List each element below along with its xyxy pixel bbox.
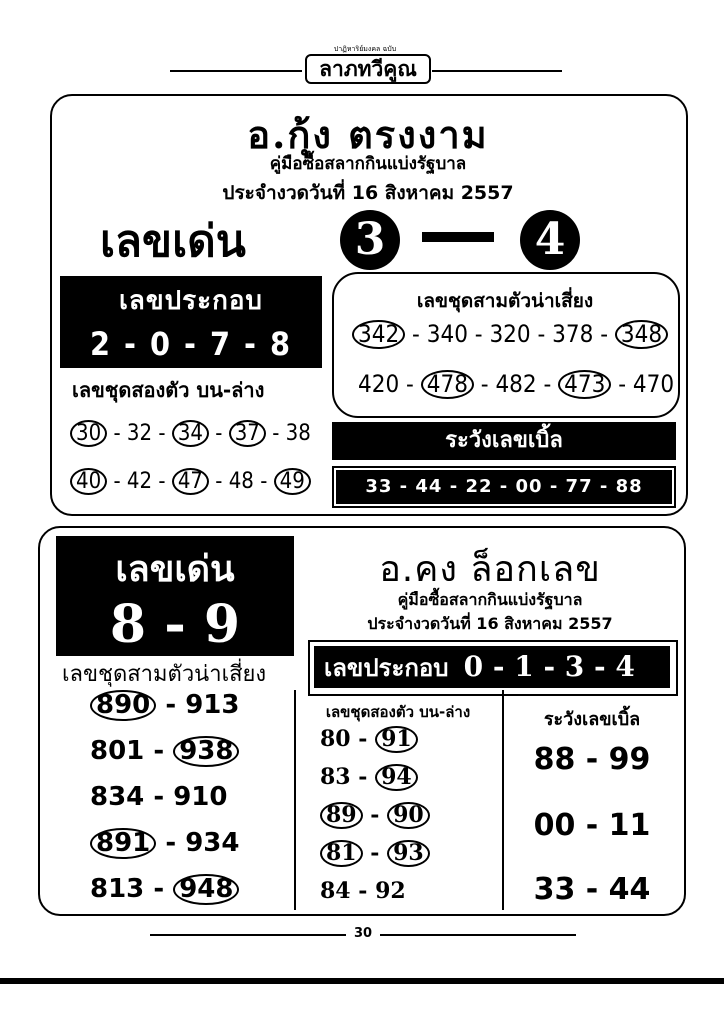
number-item: 473: [558, 370, 611, 399]
number-item: 93: [387, 840, 430, 867]
number-item: 891: [90, 828, 156, 859]
separator: -: [530, 320, 553, 348]
panel2-prakob-label: เลขประกอบ: [324, 654, 449, 682]
panel1-three-row-2: [358, 370, 674, 399]
page-number: 30: [353, 926, 373, 941]
separator: -: [144, 874, 174, 904]
number-item: 340: [426, 320, 468, 348]
panel2-date: ประจำงวดวันที่ 16 สิงหาคม 2557: [367, 614, 613, 633]
number-item: 92: [375, 878, 406, 904]
separator: -: [107, 421, 127, 446]
separator: -: [362, 802, 388, 828]
pair-row: [90, 828, 290, 874]
separator: -: [107, 469, 127, 494]
number-item: 34: [172, 420, 209, 447]
panel1-prakob-box: [60, 276, 322, 368]
number-item: 38: [285, 421, 311, 446]
number-item: 40: [70, 468, 107, 495]
separator: -: [265, 421, 286, 446]
number-item: 42: [126, 469, 153, 494]
separator: -: [144, 782, 174, 812]
separator: -: [152, 421, 172, 446]
number-item: 49: [274, 468, 311, 495]
number-item: 478: [421, 370, 474, 399]
separator: -: [156, 828, 186, 858]
header-rule-right: [432, 70, 562, 72]
panel1-prakob-label: เลขประกอบ: [119, 286, 263, 316]
header-rule-left: [170, 70, 302, 72]
panel2-double-row-1: 88 - 99: [533, 742, 651, 777]
panel2-double-row-3: 33 - 44: [533, 872, 651, 907]
number-item: 48: [228, 469, 254, 494]
separator: -: [611, 370, 633, 398]
number-item: 834: [90, 782, 145, 812]
panel2-double-row-2: 00 - 11: [533, 808, 651, 843]
separator: -: [350, 764, 376, 790]
panel2-three-list: [90, 690, 290, 920]
separator: -: [473, 370, 496, 398]
panel2-title: อ.คง ล็อกเลข: [379, 549, 601, 590]
panel2-two-digit-label: เลขชุดสองตัว บน-ล่าง: [325, 703, 471, 721]
panel1-double-label: ระวังเลขเบิ้ล: [332, 422, 676, 460]
panel1-lekden-label: เลขเด่น: [100, 216, 246, 267]
pair-row: [320, 726, 480, 764]
number-item: 813: [90, 874, 145, 904]
number-item: 320: [489, 320, 531, 348]
number-item: 913: [185, 690, 240, 720]
separator: -: [209, 421, 229, 446]
number-item: 938: [173, 736, 239, 767]
number-item: 420: [358, 370, 400, 398]
pair-row: [320, 878, 480, 916]
separator: -: [156, 690, 186, 720]
number-item: 81: [320, 840, 363, 867]
panel2-subtitle: คู่มือซื้อสลากกินแบ่งรัฐบาล: [397, 590, 583, 609]
number-item: 37: [229, 420, 266, 447]
number-item: 30: [70, 420, 107, 447]
panel2-lekden-label: เลขเด่น: [115, 549, 235, 590]
number-item: 948: [173, 874, 239, 905]
panel1-date: ประจำงวดวันที่ 16 สิงหาคม 2557: [222, 182, 514, 204]
panel2-lekden-values: 8 - 9: [109, 594, 241, 655]
pair-row: [320, 802, 480, 840]
pair-row: [90, 782, 290, 828]
panel1-lekden-dash: [422, 232, 494, 242]
panel2-double-label: ระวังเลขเบิ้ล: [543, 709, 641, 730]
number-item: 89: [320, 802, 363, 829]
separator: -: [144, 736, 174, 766]
panel2-prakob-digits: 0 - 1 - 3 - 4: [463, 650, 635, 683]
panel1-three-digit-label: เลขชุดสามตัวน่าเสี่ยง: [416, 290, 594, 312]
panel1-two-row-2: [70, 468, 311, 495]
panel1-two-digit-label: เลขชุดสองตัว บน-ล่าง: [72, 378, 265, 402]
number-item: 801: [90, 736, 145, 766]
header-small-text: ปาฏิหาริย์มงคล ฉบับ: [333, 45, 397, 53]
panel1-prakob-digits: 2 - 0 - 7 - 8: [89, 325, 293, 363]
separator: -: [152, 469, 172, 494]
number-item: 83: [320, 764, 351, 790]
separator: -: [209, 469, 229, 494]
pair-row: [320, 840, 480, 878]
number-item: 32: [126, 421, 153, 446]
panel1-two-row-1: [70, 420, 311, 447]
panel2-prakob-box: [314, 646, 670, 688]
pair-row: [320, 764, 480, 802]
number-item: 91: [375, 726, 418, 753]
header-logo: ลาภทวีคูณ: [305, 54, 431, 84]
number-item: 482: [495, 370, 537, 398]
number-item: 910: [173, 782, 228, 812]
footer-rule-left: [150, 934, 346, 936]
page-bottom-bar: [0, 978, 724, 984]
panel1-subtitle: คู่มือซื้อสลากกินแบ่งรัฐบาล: [269, 154, 467, 174]
separator: -: [536, 370, 559, 398]
separator: -: [399, 370, 421, 398]
number-item: 890: [90, 690, 156, 721]
number-item: 84: [320, 878, 351, 904]
pair-row: [90, 874, 290, 920]
separator: -: [350, 726, 376, 752]
separator: -: [405, 320, 427, 348]
separator: -: [253, 469, 274, 494]
separator: -: [467, 320, 490, 348]
panel1-double-values: 33 - 44 - 22 - 00 - 77 - 88: [336, 470, 672, 504]
panel2-three-digit-label: เลขชุดสามตัวน่าเสี่ยง: [62, 662, 267, 687]
panel1-lekden-a: 3: [340, 210, 400, 270]
pair-row: [90, 690, 290, 736]
separator: -: [350, 878, 376, 904]
separator: -: [593, 320, 615, 348]
number-item: 80: [320, 726, 351, 752]
number-item: 94: [375, 764, 418, 791]
number-item: 342: [352, 320, 405, 349]
number-item: 378: [552, 320, 594, 348]
pair-row: [90, 736, 290, 782]
panel2-lekden-box: [56, 536, 294, 656]
panel2-two-list: [320, 726, 480, 916]
number-item: 470: [632, 370, 675, 398]
number-item: 348: [615, 320, 668, 349]
number-item: 47: [172, 468, 209, 495]
number-item: 934: [185, 828, 240, 858]
panel1-title: อ.กุ้ง ตรงงาม: [247, 112, 489, 157]
panel1-three-row-1: [352, 320, 668, 349]
separator: -: [362, 840, 388, 866]
footer-rule-right: [380, 934, 576, 936]
number-item: 90: [387, 802, 430, 829]
panel1-lekden-b: 4: [520, 210, 580, 270]
